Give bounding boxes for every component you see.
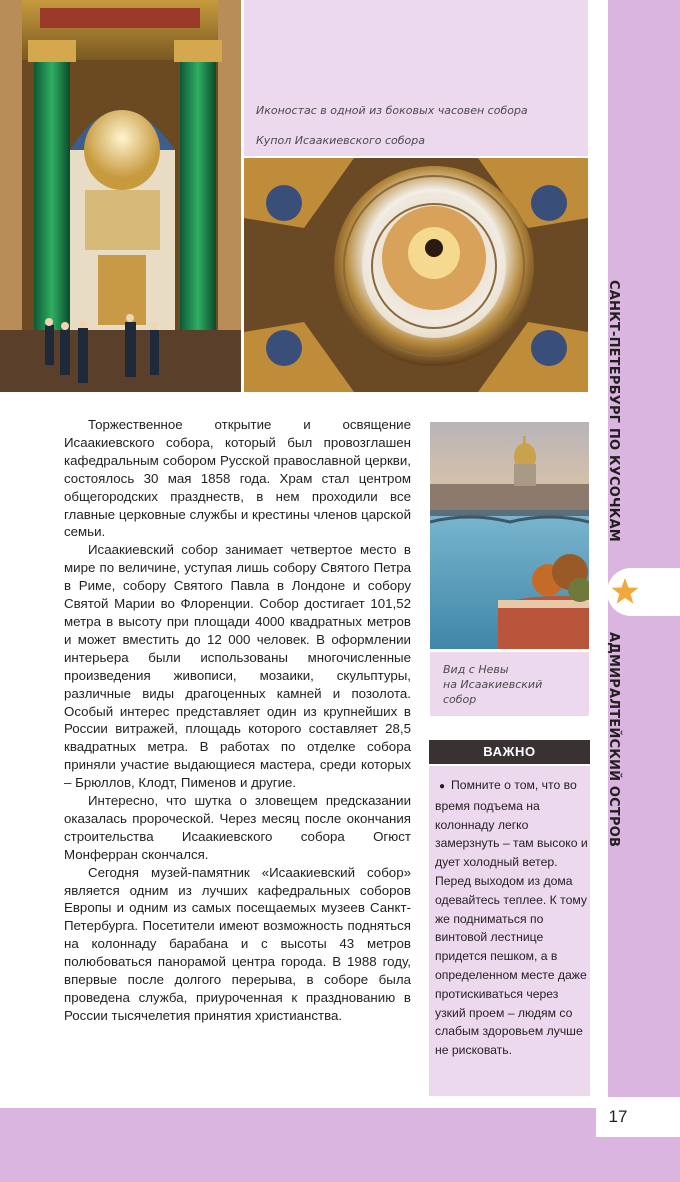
important-text xyxy=(429,766,590,1060)
bottom-band xyxy=(0,1108,596,1182)
section-title xyxy=(606,632,642,852)
important-text-body: Помните о том, что во время подъема на колоннаду легко замерзнуть – там высоко и дует холодный ветер. Перед выходом из дома одевайтесь теплее. К тому же подниматься по винтовой лестнице придется пешком, а в определенном месте даже протискиваться через узкий проем – людям со слабым здоровьем лучше не рисковать. xyxy=(435,778,588,1058)
bullet-icon: ● xyxy=(439,781,446,792)
article-body xyxy=(64,416,411,1025)
neva-photo xyxy=(430,422,589,649)
page-number: 17 xyxy=(608,1107,628,1126)
running-title-text: САНКТ-ПЕТЕРБУРГ ПО КУСОЧКАМ xyxy=(606,280,621,542)
important-heading: ВАЖНО xyxy=(429,740,590,764)
star-icon xyxy=(607,568,680,616)
iconostasis-photo xyxy=(0,0,241,392)
running-title xyxy=(606,280,642,550)
neva-caption-box xyxy=(430,652,589,716)
dome-caption: Купол Исаакиевского собора xyxy=(256,134,426,147)
star-tab xyxy=(607,568,680,616)
paragraph: Торжественное открытие и освящение Исаакиевского собора, который был провозглашен кафедральным собором Русской православной церкви, состоялось 30 мая 1858 года. Храм стал центром общегородских празднеств, в нем проходили все главные церковные службы и крестины членов царской семьи. xyxy=(64,417,411,540)
important-box xyxy=(429,766,590,1096)
dome-photo xyxy=(244,158,588,392)
bottom-band-right xyxy=(596,1137,680,1182)
paragraph: Интересно, что шутка о зловещем предсказании оказалась пророческой. Через месяц после окончания строительства Исаакиевского собора Огюст Монферран скончался. xyxy=(64,793,411,862)
neva-caption: Вид с Невы на Исаакиевский собор xyxy=(443,663,543,706)
section-title-text: АДМИРАЛТЕЙСКИЙ ОСТРОВ xyxy=(606,632,621,848)
caption-box xyxy=(244,0,588,156)
paragraph: Сегодня музей-памятник «Исаакиевский собор» является одним из лучших кафедральных соборов Европы и одним из самых посещаемых музеев Санкт-Петербурга. Посетители имеют возможность подняться на колоннаду барабана и с высоты 43 метров полюбоваться панорамой центра города. В 1988 году, впервые после долгого перерыва, в соборе была проведена служба, приуроченная к празднованию в России тысячелетия принятия христианства. xyxy=(64,864,411,1023)
iconostasis-caption: Иконостас в одной из боковых часовен собора xyxy=(256,104,528,117)
paragraph: Исаакиевский собор занимает четвертое место в мире по величине, уступая лишь собору Святого Петра в Риме, собору Святого Павла в Лондоне и собору Святой Марии во Флоренции. Собор достигает 101,52 метра в высоту при площади 4000 квадратных метров и может вместить до 12 000 человек. В оформлении интерьера были использованы многочисленные произведения живописи, мозаики, скульптуры, различные виды драгоценных камней и позолота. Особый интерес представляет один из крупнейших в России витражей, площадь которого составляет 28,5 квадратных метра. В работах по отделке собора приняли участие выдающиеся мастера, среди которых – Брюллов, Клодт, Пименов и другие. xyxy=(64,542,411,791)
